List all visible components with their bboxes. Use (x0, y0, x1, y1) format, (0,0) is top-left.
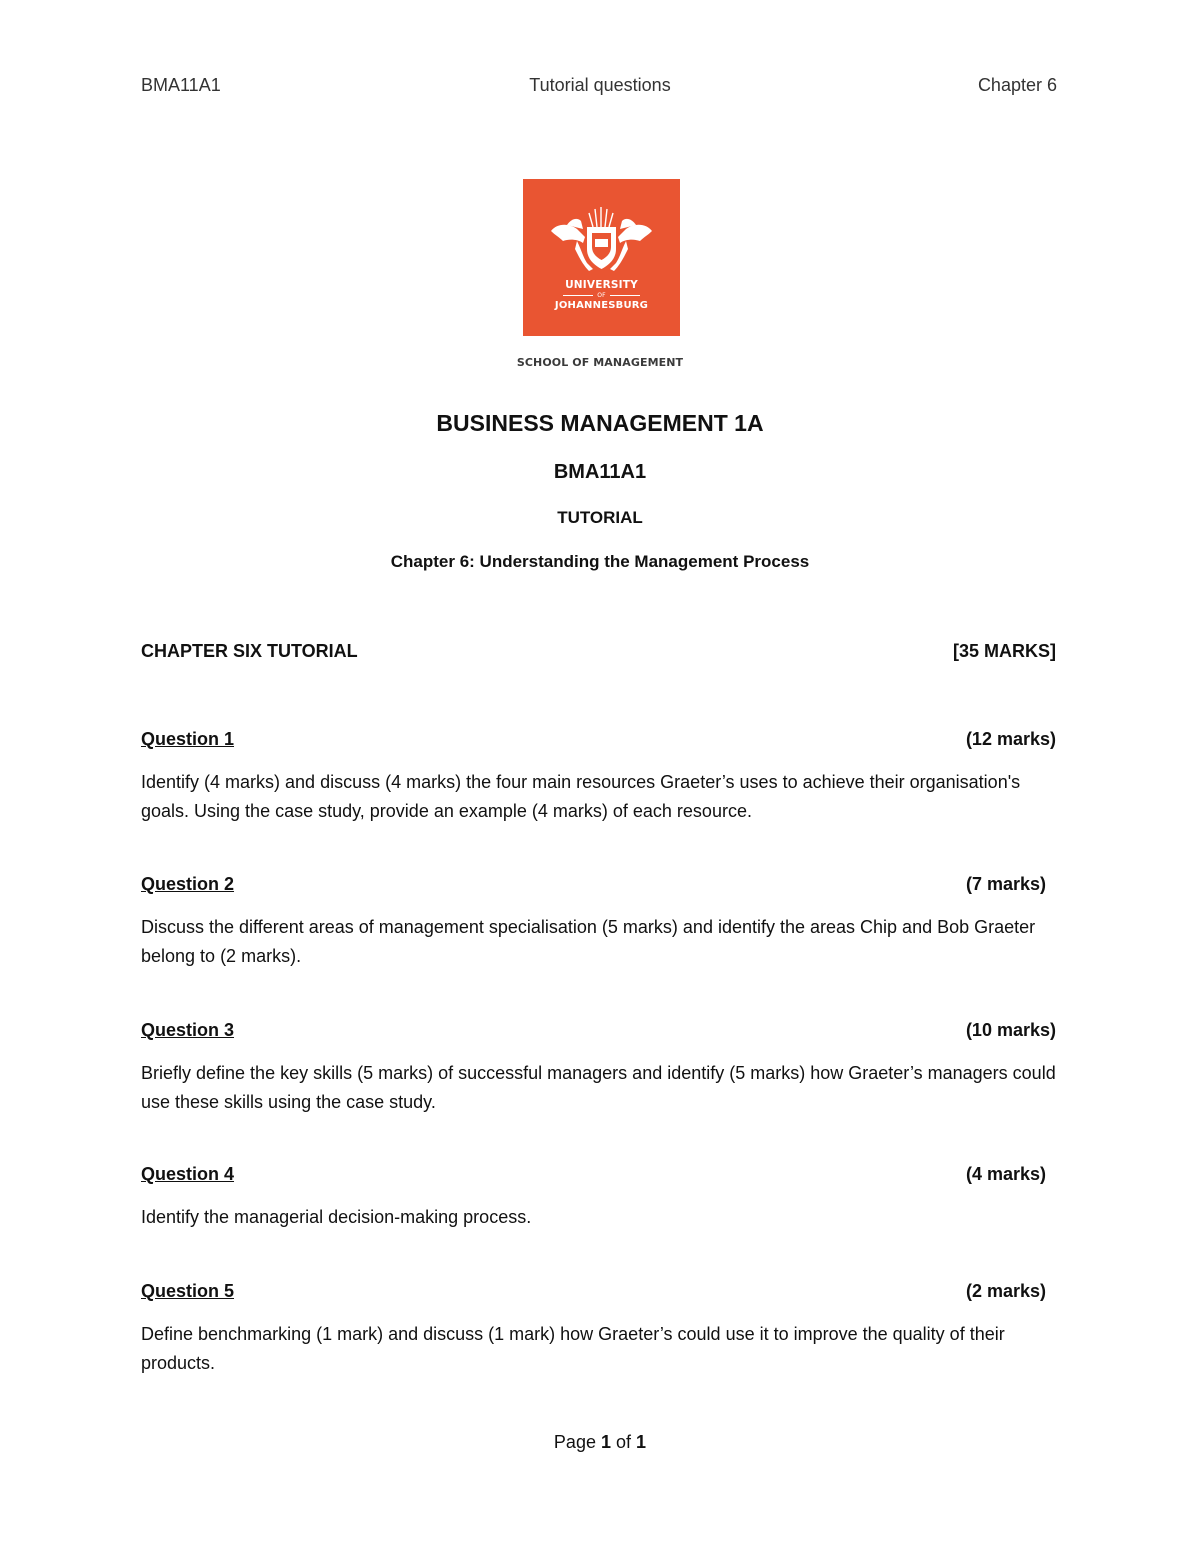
question-label: Question 3 (141, 1020, 235, 1040)
section-label: CHAPTER SIX TUTORIAL (141, 641, 358, 661)
page-current: 1 (600, 1432, 611, 1452)
question-heading (141, 1164, 1056, 1185)
question-text: Identify the managerial decision-making process. (141, 1207, 532, 1227)
course-title: BUSINESS MANAGEMENT 1A (436, 410, 764, 436)
question-marks: (4 marks) (965, 1164, 1046, 1184)
question-label: Question 1 (141, 729, 235, 749)
question-marks: (10 marks) (965, 1020, 1056, 1040)
question-label: Question 5 (141, 1281, 235, 1301)
document-type: TUTORIAL (557, 508, 643, 527)
question-marks: (2 marks) (965, 1281, 1046, 1301)
section-total-marks: [35 MARKS] (952, 641, 1056, 661)
question-marks: (12 marks) (965, 729, 1056, 749)
question-text: Discuss the different areas of management specialisation (5 marks) and identify the areas Chip and Bob Graeter belong to (2 marks). (141, 917, 1036, 966)
logo-of-text: OF (597, 292, 606, 299)
question-heading (141, 729, 1056, 750)
logo-divider (610, 295, 640, 296)
question-label: Question 2 (141, 874, 235, 894)
crest-icon (523, 179, 680, 336)
page-total: 1 (636, 1432, 647, 1452)
question-heading (141, 874, 1056, 895)
page-number (0, 1432, 1200, 1453)
chapter-title: Chapter 6: Understanding the Management Process (390, 552, 810, 571)
header-chapter: Chapter 6 (977, 75, 1057, 95)
header-course-code: BMA11A1 (141, 75, 221, 95)
school-name: SCHOOL OF MANAGEMENT (516, 356, 684, 369)
question-label: Question 4 (141, 1164, 235, 1184)
question-text: Briefly define the key skills (5 marks) of successful managers and identify (5 marks) how Graeter’s managers could use these skills using the case study. (141, 1063, 1056, 1112)
question-text: Define benchmarking (1 mark) and discuss (1 mark) how Graeter’s could use it to improve the quality of their products. (141, 1324, 1005, 1373)
question-marks: (7 marks) (965, 874, 1046, 894)
logo-johannesburg-text: JOHANNESBURG (554, 300, 649, 311)
course-code: BMA11A1 (553, 461, 647, 483)
question-heading (141, 1281, 1056, 1302)
of-word: of (616, 1432, 632, 1452)
question-heading (141, 1020, 1056, 1041)
section-heading (141, 641, 1056, 662)
page-word: Page (553, 1432, 596, 1452)
university-logo (523, 179, 680, 336)
question-text: Identify (4 marks) and discuss (4 marks) the four main resources Graeter’s uses to achieve their organisation's goals. Using the case study, provide an example (4 marks) of each resource. (141, 772, 1021, 821)
logo-university-text: UNIVERSITY (565, 279, 638, 291)
header-document-type: Tutorial questions (529, 75, 671, 95)
